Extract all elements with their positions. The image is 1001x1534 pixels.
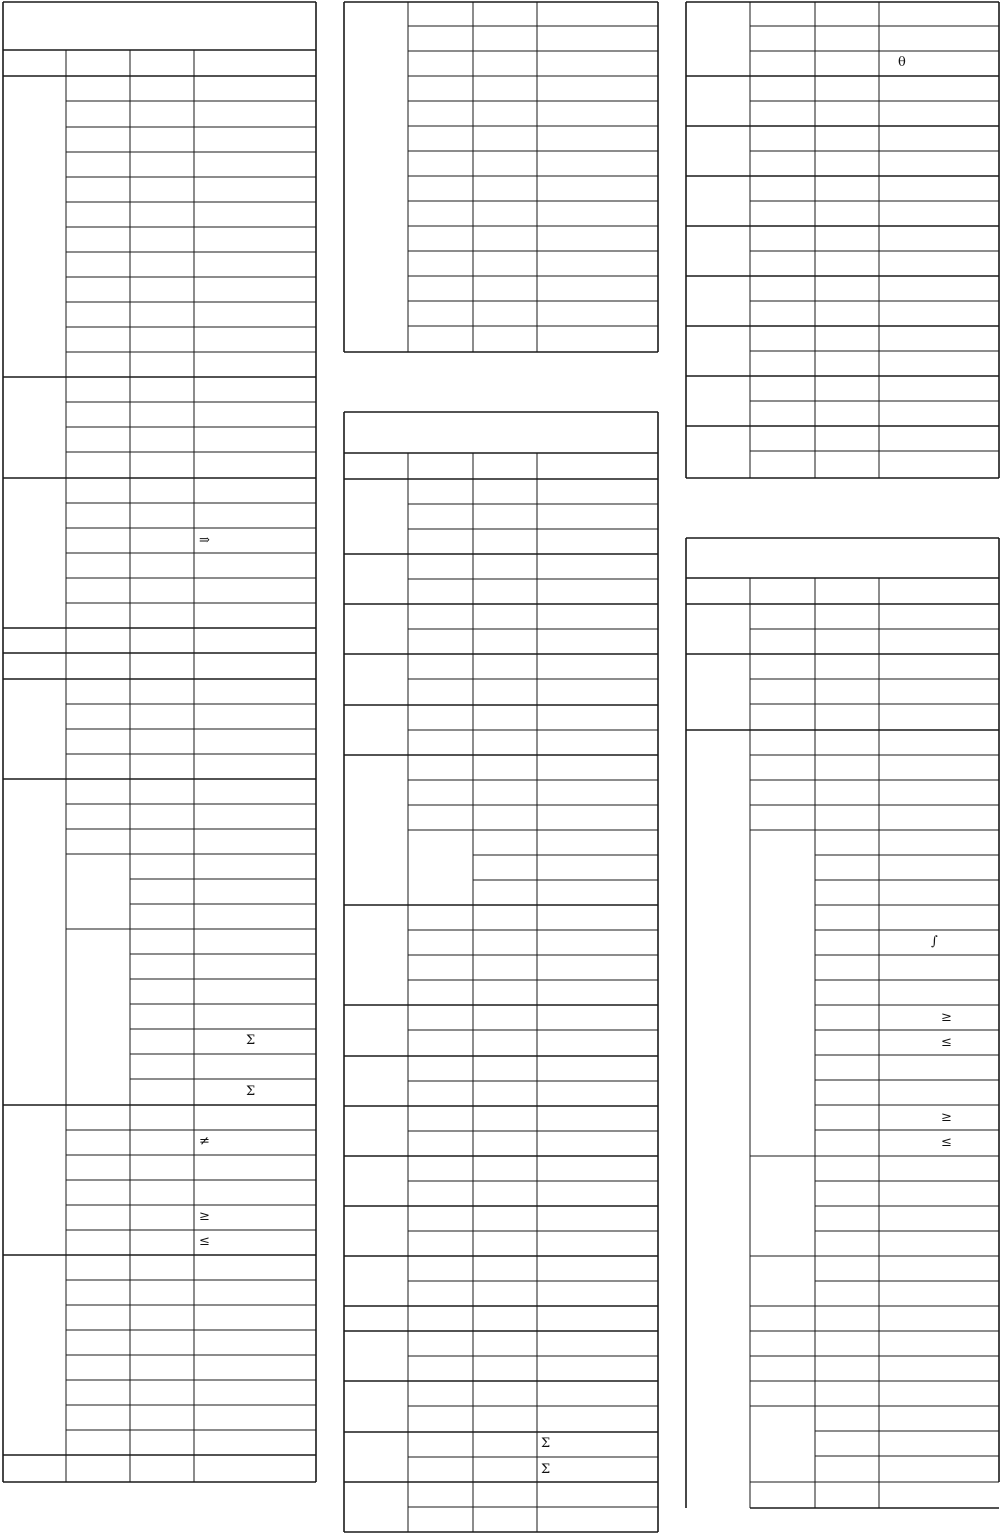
sum-symbol: Σ: [541, 1436, 551, 1451]
less-equal-symbol: ≤: [941, 1135, 952, 1150]
not-equal-symbol: ≠: [199, 1134, 210, 1149]
sum-symbol: Σ: [541, 1462, 551, 1477]
theta-symbol: θ: [898, 55, 906, 70]
greater-equal-symbol: ≥: [941, 1010, 952, 1025]
less-equal-symbol: ≤: [199, 1234, 210, 1249]
sum-symbol: Σ: [246, 1084, 256, 1099]
implies-symbol: ⇒: [199, 533, 210, 548]
greater-equal-symbol: ≥: [199, 1209, 210, 1224]
less-equal-symbol: ≤: [941, 1035, 952, 1050]
sum-symbol: Σ: [246, 1033, 256, 1048]
greater-equal-symbol: ≥: [941, 1110, 952, 1125]
integral-symbol: ∫: [931, 934, 938, 949]
